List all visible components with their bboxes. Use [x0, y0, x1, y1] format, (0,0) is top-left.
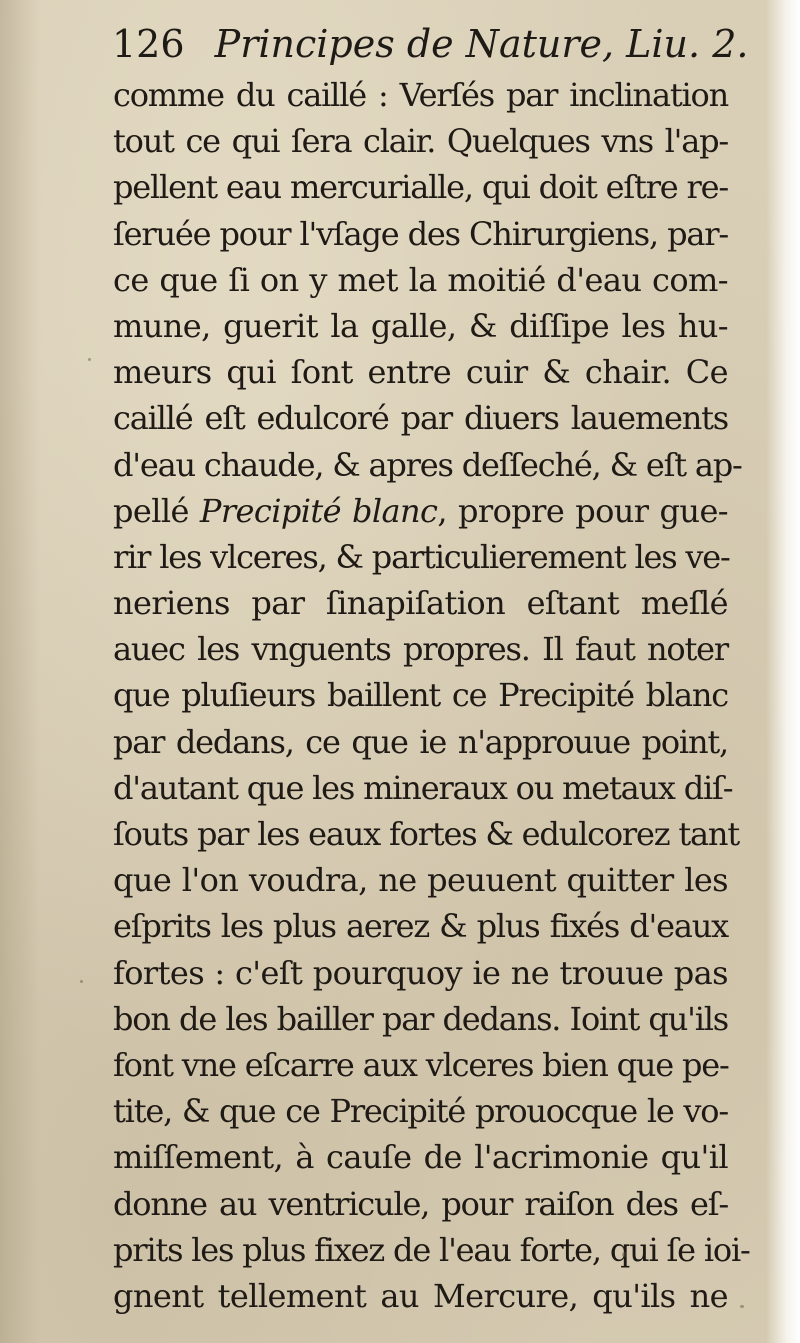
text-line: eſprits les plus aerez & plus fixés d'eaux — [113, 907, 728, 946]
text-line: ce que ſi on y met la moitié d'eau com- — [113, 260, 728, 299]
text-line: miſſement, à cauſe de l'acrimonie qu'il — [113, 1138, 728, 1177]
text-line — [113, 488, 728, 534]
text-line: par dedans, ce que ie n'approuue point, — [113, 722, 728, 761]
italic-term: Precipité blanc — [199, 491, 438, 530]
text-line: ſeruée pour l'vſage des Chirurgiens, par- — [113, 214, 728, 253]
running-title: Principes de Nature, Liu. 2. — [214, 22, 749, 66]
text-line: ſouts par les eaux fortes & edulcorez tant — [113, 815, 739, 853]
text-line: donne au ventricule, pour raiſon des eſ- — [113, 1184, 728, 1223]
paper-speck — [88, 358, 91, 361]
text-line: fortes : c'eſt pourquoy ie ne trouue pas — [113, 953, 728, 992]
text-line: pellent eau mercurialle, qui doit eſtre re- — [113, 168, 728, 207]
text-line: que pluſieurs baillent ce Precipité blanc — [113, 676, 728, 715]
text-line: comme du caillé : Verſés par inclination — [113, 76, 728, 114]
text-line: tout ce qui ſera clair. Quelques vns l'ap- — [113, 122, 728, 161]
text-line: mune, guerit la galle, & diſſipe les hu- — [113, 306, 728, 345]
paper-speck — [740, 1305, 744, 1308]
paper-speck — [80, 980, 83, 983]
body-text — [113, 72, 750, 1319]
text-segment: pellé — [113, 491, 200, 530]
text-line: gnent tellement au Mercure, qu'ils ne — [113, 1276, 728, 1315]
text-line: prits les plus fixez de l'eau forte, qui ſe ioi- — [113, 1230, 750, 1269]
text-line: meurs qui ſont entre cuir & chair. Ce — [113, 353, 728, 392]
text-line: font vne eſcarre aux vlceres bien que pe- — [113, 1045, 729, 1084]
gutter-shadow — [0, 0, 40, 1343]
running-header — [112, 22, 749, 76]
text-line: d'autant que les mineraux ou metaux diſ- — [113, 768, 733, 807]
text-line: d'eau chaude, & apres deſſeché, & eſt ap- — [113, 445, 742, 484]
text-segment: , propre pour gue- — [437, 491, 728, 530]
page-number: 126 — [112, 22, 185, 66]
page-edge — [766, 0, 800, 1343]
text-line: que l'on voudra, ne peuuent quitter les — [113, 861, 728, 900]
text-line: tite, & que ce Precipité prouocque le vo- — [113, 1092, 728, 1131]
text-line: rir les vlceres, & particulierement les ve- — [113, 537, 730, 576]
text-line: auec les vnguents propres. Il faut noter — [113, 630, 728, 669]
paper-speck — [622, 1252, 627, 1257]
text-line: neriens par ſinapiſation eſtant meſlé — [113, 584, 728, 623]
text-line: bon de les bailler par dedans. Ioint qu'ils — [113, 999, 728, 1038]
text-line: caillé eſt edulcoré par diuers lauements — [113, 399, 728, 438]
